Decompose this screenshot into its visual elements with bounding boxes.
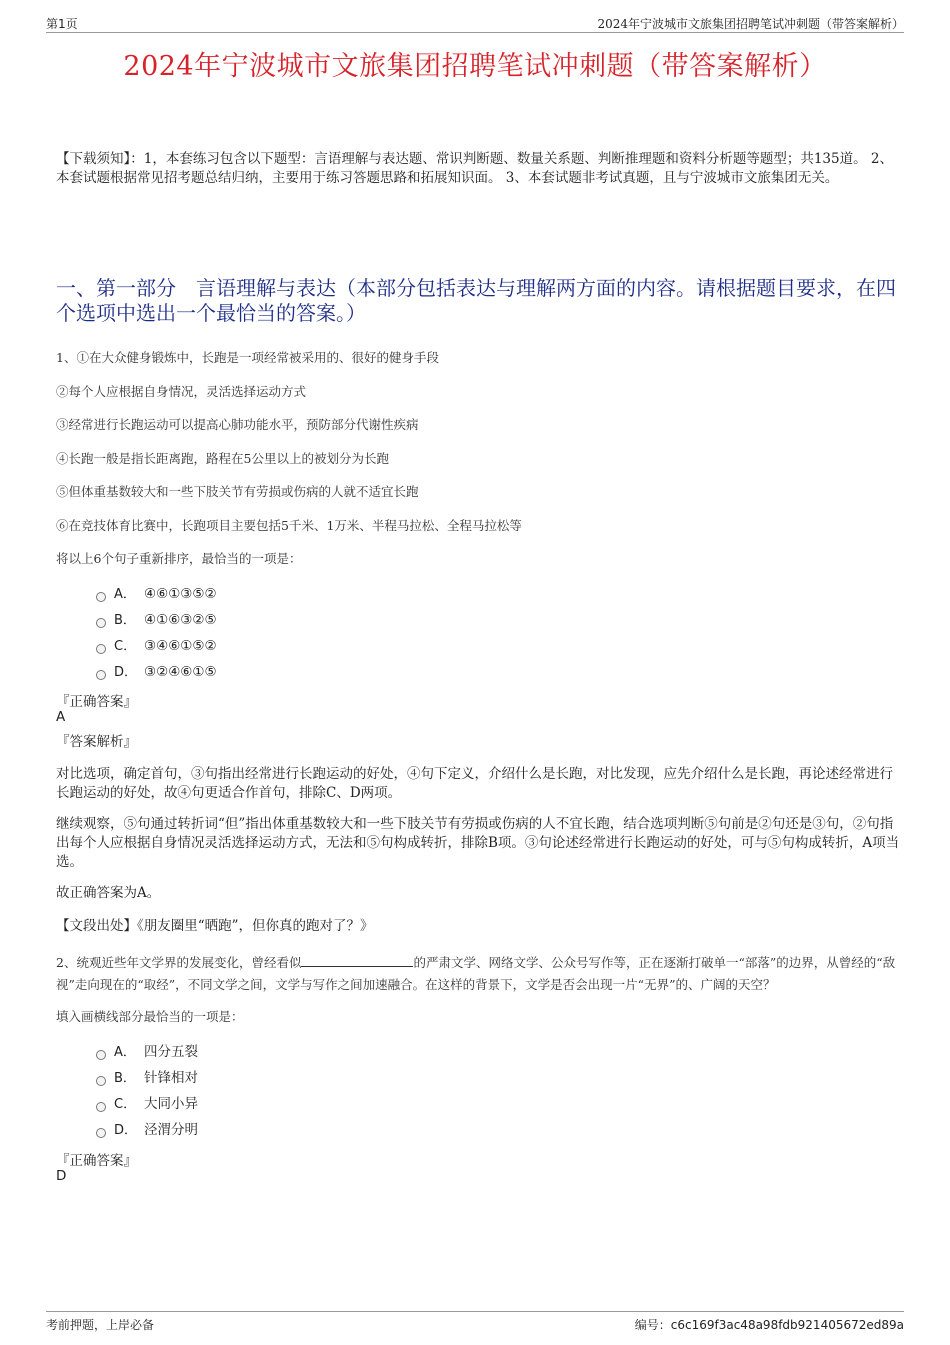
option-text: 针锋相对 [144,1070,198,1086]
q2-option-d[interactable] [96,1121,198,1139]
footer-code-label: 编号： [634,1318,671,1332]
q1-option-d[interactable] [96,663,217,681]
option-text: ④①⑥③②⑤ [144,612,217,628]
q1-stem: 1、①在大众健身锻炼中，长跑是一项经常被采用的、很好的健身手段 [56,350,439,365]
q1-source: 【文段出处】《朋友圈里“晒跑”，但你真的跑对了？》 [56,918,374,934]
q2-stem-after: 的严肃文学、网络文学、公众号写作等，正在逐渐打破单一“部落”的边界，从曾经的“敌视”走向现在的“取经”，不同文学之间，文学与写作之间加速融合。在这样的背景下，文学是否会出现一片“无界”的、广阔的天空？ [56,955,896,992]
q1-analysis-2: 继续观察，⑤句通过转折词“但”指出体重基数较大和一些下肢关节有劳损或伤病的人不宜长跑，结合选项判断⑤句前是②句还是③句，②句指出每个人应根据自身情况灵活选择运动方式，无法和⑤句构成转折，排除B项。③句论述经常进行长跑运动的好处，可与⑤句构成转折，A项当选。 [56,816,900,870]
radio-icon[interactable] [96,1102,106,1112]
q1-option-c[interactable] [96,637,217,655]
q1-analysis-1: 对比选项，确定首句，③句指出经常进行长跑运动的好处，④句下定义，介绍什么是长跑，对比发现，应先介绍什么是长跑，再论述经常进行长跑运动的好处，故④句更适合作首句，排除C、D两项。 [56,766,893,801]
radio-icon[interactable] [96,1050,106,1060]
header-doc-title: 2024年宁波城市文旅集团招聘笔试冲刺题（带答案解析） [597,17,904,31]
q2-stem [56,952,900,996]
q1-option-b[interactable] [96,611,217,629]
q1-sentence-2: ②每个人应根据自身情况，灵活选择运动方式 [56,384,307,399]
option-text: ④⑥①③⑤② [144,586,217,602]
q2-option-b[interactable] [96,1069,198,1087]
footer-code-wrap [635,1316,904,1333]
option-letter: C． [114,1097,137,1112]
q1-sentence-5: ⑤但体重基数较大和一些下肢关节有劳损或伤病的人就不适宜长跑 [56,484,419,499]
page-footer [46,1311,904,1334]
page-header [46,14,904,33]
radio-icon[interactable] [96,644,106,654]
option-letter: B． [114,1071,136,1086]
fill-blank [301,954,413,967]
radio-icon[interactable] [96,1128,106,1138]
q2-stem-before: 2、统观近些年文学界的发展变化，曾经看似 [56,955,302,970]
page-number: 第1页 [46,17,78,31]
option-letter: C． [114,639,137,654]
radio-icon[interactable] [96,592,106,602]
option-letter: B． [114,613,136,628]
footer-code: c6c169f3ac48a98fdb921405672ed89a [670,1318,904,1332]
q1-sentence-4: ④长跑一般是指长距离跑，路程在5公里以上的被划分为长跑 [56,451,389,466]
radio-icon[interactable] [96,618,106,628]
section-heading: 一、第一部分 言语理解与表达（本部分包括表达与理解两方面的内容。请根据题目要求，在四个选项中选出一个最恰当的答案。） [56,276,896,325]
option-text: ③④⑥①⑤② [144,638,217,654]
radio-icon[interactable] [96,1076,106,1086]
option-text: 大同小异 [144,1096,198,1112]
option-text: 泾渭分明 [144,1122,198,1138]
q1-sentence-6: ⑥在竞技体育比赛中，长跑项目主要包括5千米、1万米、半程马拉松、全程马拉松等 [56,518,522,533]
q2-option-c[interactable] [96,1095,198,1113]
option-text: 四分五裂 [144,1044,198,1060]
option-letter: D． [114,665,138,680]
q1-analysis-label: 『答案解析』 [56,734,137,750]
q2-prompt: 填入画横线部分最恰当的一项是： [56,1009,244,1024]
q2-answer-label: 『正确答案』 [56,1153,137,1169]
option-letter: D． [114,1123,138,1138]
q1-answer-label: 『正确答案』 [56,694,137,710]
option-letter: A． [114,1045,136,1060]
q2-answer: D [56,1168,67,1184]
q1-sentence-3: ③经常进行长跑运动可以提高心肺功能水平，预防部分代谢性疾病 [56,417,419,432]
radio-icon[interactable] [96,670,106,680]
q1-prompt: 将以上6个句子重新排序，最恰当的一项是： [56,551,302,566]
download-notice: 【下载须知】：1，本套练习包含以下题型：言语理解与表达题、常识判断题、数量关系题、判断推理题和资料分析题等题型；共135道。 2、本套试题根据常见招考题总结归纳，主要用于练习答题思路和拓展知识面。 3、本套试题非考试真题，且与宁波城市文旅集团无关。 [56,151,893,186]
q2-option-a[interactable] [96,1043,198,1061]
q1-analysis-3: 故正确答案为A。 [56,885,161,901]
option-text: ③②④⑥①⑤ [144,664,217,680]
footer-slogan: 考前押题，上岸必备 [46,1318,155,1332]
option-letter: A． [114,587,136,602]
q1-option-a[interactable] [96,585,217,603]
document-title: 2024年宁波城市文旅集团招聘笔试冲刺题（带答案解析） [123,51,827,82]
q1-answer: A [56,709,66,725]
